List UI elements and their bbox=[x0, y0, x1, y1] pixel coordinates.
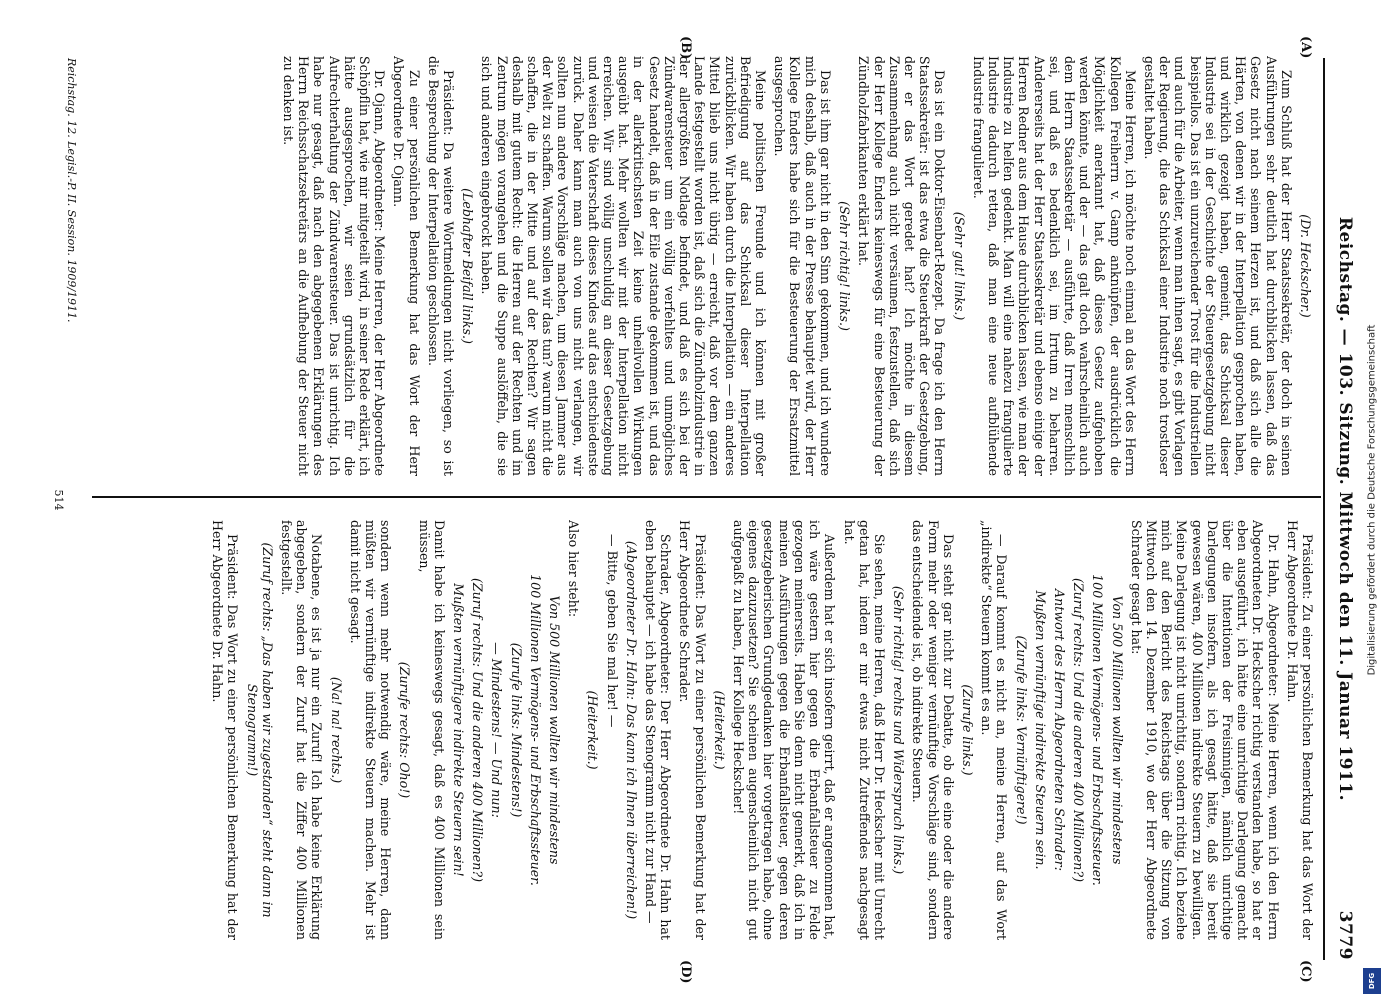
paragraph: Außerdem hat er sich insofern geirrt, daß er angenommen hat, ich wäre gestern hier gegen die Erbanfallsteuer zu Felde gezogen meinerseits. Haben Sie denn nicht gemerkt, daß ich in meinen Ausführungen gegen die Erbanfallsteuer, gegen deren gesetzgeberischen Grundgedanken hier vorgetragen habe, ohne eigenes dazuzusetzen? Sie scheinen augenscheinlich nicht gut aufgepaßt zu haben, Herr Kollege Heckscher! bbox=[731, 520, 838, 940]
quote-line: Von 500 Millionen wollten wir mindestens bbox=[547, 595, 563, 865]
left-column bbox=[90, 56, 1315, 476]
paragraph: Dr. Hahn, Abgeordneter: Meine Herren, wenn ich den Herrn Abgeordneten Dr. Heckscher richtig verstanden habe, so hat er eben ausgeführt, ich hätte eine unrichtige Darlegung gemacht über die Intentionen der Freisinnigen, nämlich unrichtige Darlegungen insofern, als ich gesagt hätte, daß sie bereit gewesen wären, 400 Millionen indirekte Steuern zu bewilligen. Meine Darlegung ist nicht unrichtig, sondern richtig. Ich beziehe mich auf den Bericht des Reichstags über die Sitzung von Mittwoch den 14. Dezember 1910, wo der Herr Abgeordnete Schrader gesagt hat: bbox=[1128, 520, 1281, 940]
paragraph: Das ist ihm gar nicht in den Sinn gekommen, und ich wundere mich deshalb, daß auch in der Presse behauptet wird, der Herr Kollege Enders habe sich für die Besteuerung der Ersatzmittel ausgesprochen. bbox=[772, 56, 833, 476]
quote-line: 100 Millionen Vermögens- und Erbschaftssteuer. bbox=[527, 574, 543, 886]
quote-line: Von 500 Millionen wollten wir mindestens bbox=[1109, 595, 1125, 865]
header-rule bbox=[1323, 58, 1325, 960]
paragraph: Präsident: Das Wort zu einer persönlichen Bemerkung hat der Herr Abgeordnete Schrader. bbox=[677, 520, 708, 940]
digitization-caption bbox=[1361, 0, 1383, 1000]
paragraph: Meine politischen Freunde und ich können mit großer Befriedigung auf das Schicksal dieser Interpellation zurückblicken. Wir haben durch die Interpellation — ein anderes Mittel blieb uns nicht übrig — erreicht, daß vor dem ganzen Lande festgestellt worden ist, daß sich die Zündholzindustrie in der allergrößten Notlage befindet, und daß es sich bei der Zündwarensteuer um ein völlig verfehltes und unmögliches Gesetz handelt, daß in der Eile zustande gekommen ist, und das in der allerkritischsten Zeit keine unheilvollen Wirkungen ausgeübt hat. Mehr wollten wir mit der Interpellation nicht erreichen. Wir sind völlig unschuldig an dieser Gesetzgebung und weisen die Vaterschaft dieses Kindes auf das entschiedenste zurück. Daher kann man auch von uns nicht verlangen, wir sollten nun andere Vorschläge machen, um diesen Jammer aus der Welt zu schaffen. Warum sollen wir das tun? warum nicht die schaffen, die in der Mitte und auf der Rechten? Wir sagen deshalb mit gutem Recht: die Herren auf der Rechten und im Zentrum mögen vorangehen und die Suppe auslöffeln, die sie sich und anderen eingebrockt haben. bbox=[479, 56, 769, 476]
speaker-tag: (Dr. Heckscher.) bbox=[1298, 214, 1313, 318]
interjection: (Abgeordneter Dr. Hahn: Das kann ich Ihnen überreichen!) bbox=[623, 540, 639, 920]
dfg-logo-icon bbox=[1363, 968, 1381, 994]
paragraph: Präsident: Da weitere Wortmeldungen nicht vorliegen, so ist die Besprechung der Interpellation geschlossen. bbox=[425, 56, 457, 476]
quote-line: 100 Millionen Vermögens- und Erbschaftssteuer. bbox=[1090, 574, 1106, 886]
paragraph: Präsident: Zu einer persönlichen Bemerkung hat das Wort der Herr Abgeordnete Dr. Hahn. bbox=[1284, 520, 1315, 940]
margin-mark-b: (B) bbox=[678, 36, 693, 60]
digitization-caption-text: Digitalisierung gefördert durch die Deutsche Forschungsgemeinschaft bbox=[1366, 324, 1378, 676]
paragraph: — Bitte, geben Sie mal her! — bbox=[604, 534, 620, 728]
paragraph: Präsident: Das Wort zu einer persönlichen Bemerkung hat der Herr Abgeordnete Dr. Hahn. bbox=[210, 520, 241, 940]
paragraph: Dr. Ojann, Abgeordneter: Meine Herren, der Herr Abgeordnete Schöpflin hat, wie mir mitgeteilt wird, in seiner Rede erklärt, ich hätte ausgesprochen, wir seien grundsätzlich für die Aufrechterhaltung der Zündwarensteuer. Das ist unrichtig. Ich habe nur gesagt, daß nach den abgegebenen Erklärungen des Herrn Reichsschatzsekretärs an die Aufhebung der Steuer nicht zu denken ist. bbox=[281, 56, 388, 476]
interjection: (Heiterkeit.) bbox=[711, 690, 727, 770]
paragraph: Sie sehen, meine Herren, daß Herr Dr. Heckscher mit Unrecht getan hat, indem er mir etwas nicht Zutreffendes nachgesagt hat. bbox=[841, 520, 887, 940]
quote-line: Mußten vernünftige indirekte Steuern sein. bbox=[1032, 590, 1048, 870]
interjection: (Zurufe rechts: Oho!) bbox=[397, 661, 413, 799]
margin-mark-c: (C) bbox=[1298, 960, 1313, 983]
paragraph: Das steht gar nicht zur Debatte, ob die eine oder die andere Form mehr oder weniger vernünftige Vorschläge sind, sondern das entscheidende ist, ob indirekte Steuern. bbox=[910, 520, 956, 940]
interjection: (Zuruf rechts: „Das haben wir zugestanden“ steht dann im Stenogramm!) bbox=[244, 542, 275, 918]
right-column bbox=[90, 520, 1315, 940]
interjection: (Sehr gut! links.) bbox=[951, 211, 967, 321]
paragraph: — Darauf kommt es nicht an, meine Herren, auf das Wort „indirekte“ Steuern kommt es an. bbox=[979, 520, 1010, 940]
interjection: (Heiterkeit.) bbox=[585, 690, 601, 770]
quote-line: Mußten vernünftigere indirekte Steuern sein! bbox=[451, 583, 467, 877]
paragraph: Das ist ein Doktor-Eisenbart-Rezept. Da frage ich den Herrn Staatssekretär: ist das etwa die Steuerkraft der Gesetzgebung, der er das Wort geredet hat? Ich möchte in diesem Zusammenhang auch nicht versäumen, festzustellen, daß sich der Herr Kollege Enders keineswegs für eine Besteuerung der Zündholzfabrikanten erklärt hat. bbox=[856, 56, 948, 476]
paragraph: Damit habe ich keineswegs gesagt, daß es 400 Millionen sein müssen, bbox=[416, 520, 447, 940]
page-header bbox=[1327, 58, 1361, 960]
interjection: (Lebhafter Beifall links.) bbox=[460, 188, 476, 344]
paragraph: Zum Schluß hat der Herr Staatssekretär, der doch in seinen Ausführungen sehr deutlich hat durchblicken lassen, daß das Gesetz nicht nach seinem Herzen ist, und daß sich alle die Härten, von denen wir in der Interpellation gesprochen haben, und wirklich gezeigt haben, gemeint, das Schicksal dieser Industrie sei in der Geschichte der Steuergesetzgebung nicht beispiellos. Das ist ein unzureichender Trost für die Industriellen und auch für die Arbeiter, wenn man ihnen sagt, es gibt Vorlagen der Regierung, die das Schicksal einer Industrie noch trostloser gestaltet haben. bbox=[1141, 56, 1294, 476]
paragraph: Schrader, Abgeordneter: Der Herr Abgeordnete Dr. Hahn hat eben behauptet — ich habe das Stenogramm nicht zur Hand — bbox=[643, 520, 674, 940]
margin-mark-a: (A) bbox=[1298, 36, 1313, 59]
paragraph: Also hier steht: bbox=[566, 520, 582, 618]
paragraph: sondern wenn mehr notwendig wäre, meine Herren, dann müßten wir vernünftige indirekte Steuern machen. Mehr ist damit nicht gesagt. bbox=[347, 520, 394, 940]
quote-line: (Zurufe links: Vernünftigere!) bbox=[1013, 635, 1029, 825]
quote-line: (Zuruf rechts: Und die anderen 400 Millionen?) bbox=[470, 577, 486, 882]
footer-session-note: Reichstag. 12. Legisl.-P. II. Session. 1909/1911. bbox=[65, 58, 78, 323]
paragraph: Zu einer persönlichen Bemerkung hat das Wort der Herr Abgeordnete Dr. Ojann. bbox=[391, 56, 422, 476]
header-page-number: 3779 bbox=[1335, 910, 1355, 960]
paragraph: Meine Herren, ich möchte noch einmal an das Wort des Herrn Kollegen Freiherrn v. Gamp anknüpfen, der ausdrücklich die Möglichkeit anerkannt hat, daß dieses Gesetz aufgehoben werden könnte, und der — das galt doch wahrscheinlich auch dem Herrn Staatssekretär — ausführte, daß Irren menschlich sei, und daß es bedenklich sei, im Irrtum zu beharren. Andererseits hat der Herr Staatssekretär und ebenso einige der Herren Redner aus dem Hause durchblicken lassen, wie man der Industrie zu helfen gedenkt. Man will eine nahezu frangulierte Industrie dadurch retten, daß man eine neue aufblühende Industrie frangulieret. bbox=[970, 56, 1138, 476]
footer-page-number: 514 bbox=[52, 489, 65, 511]
column-divider bbox=[92, 496, 1321, 498]
dfg-logo-text: DFG bbox=[1368, 972, 1376, 990]
interjection: (Sehr richtig! rechts und Widerspruch links.) bbox=[891, 585, 907, 875]
paragraph: Notabene, es ist ja nur ein Zuruf! Ich habe keine Erklärung abgegeben, sondern der Zuruf hat die Ziffer 400 Millionen festgestellt. bbox=[279, 520, 325, 940]
interjection: (Sehr richtig! links.) bbox=[837, 201, 853, 331]
header-title: Reichstag. — 103. Sitzung. Mittwoch den 11. Januar 1911. bbox=[1335, 216, 1355, 802]
quote-line: (Zuruf rechts: Und die anderen 400 Millionen?) bbox=[1071, 577, 1087, 882]
quote-line: (Zurufe links: Mindestens!) bbox=[508, 642, 524, 818]
quote-line: Antwort des Herrn Abgeordneten Schrader: bbox=[1051, 589, 1067, 871]
interjection: (Na! na! rechts.) bbox=[328, 676, 344, 784]
quote-line: — Mindestens! — Und nun: bbox=[489, 642, 505, 818]
interjection: (Zurufe links.) bbox=[959, 684, 975, 776]
margin-mark-d: (D) bbox=[678, 960, 693, 984]
